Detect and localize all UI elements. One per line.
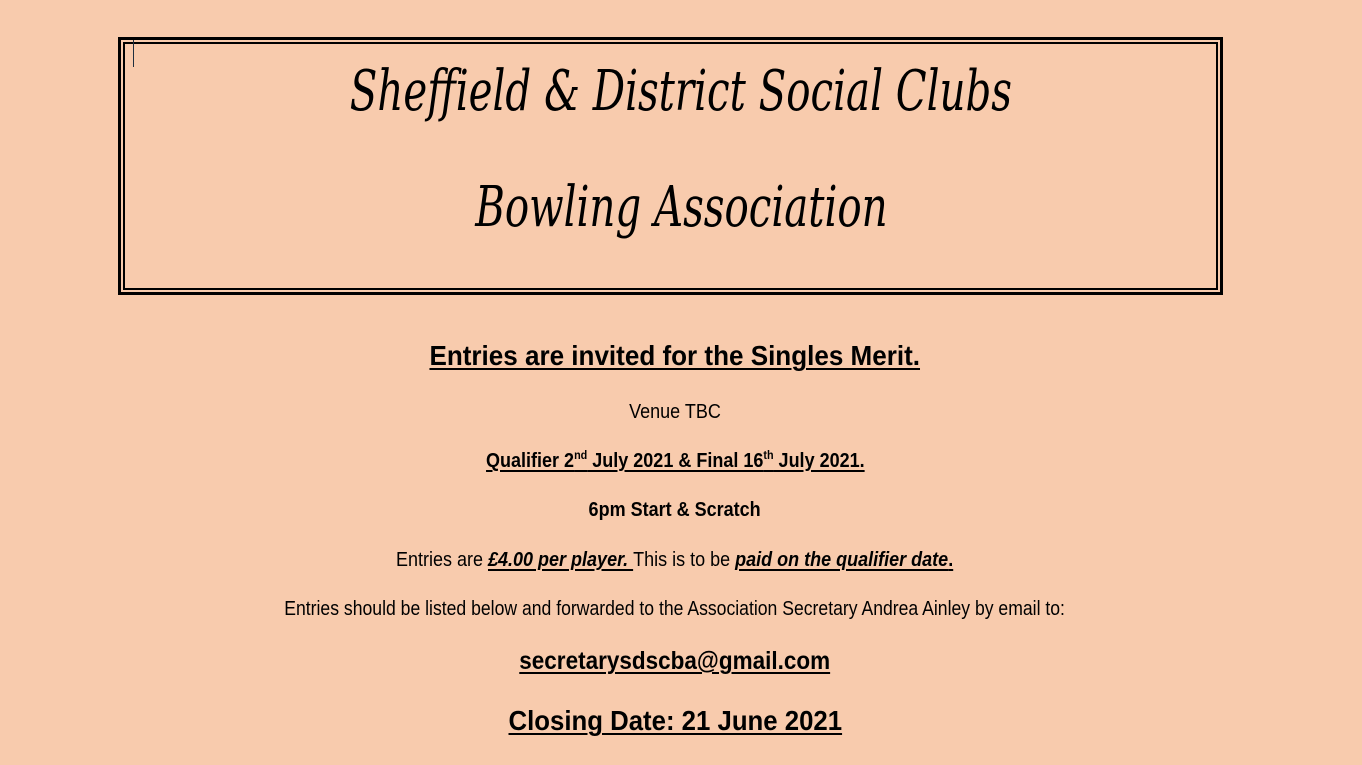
- closing-date-line: [0, 701, 1356, 741]
- title-line-2: [0, 168, 1362, 248]
- email-line: [0, 644, 1356, 678]
- qualifier-date: Qualifier 2: [485, 450, 574, 472]
- closing-date-text: Closing Date: 21 June 2021: [508, 705, 842, 736]
- dates-line: [0, 447, 1356, 475]
- dates-end: July 2021.: [773, 450, 865, 472]
- title-line-2-text: Bowling Association: [474, 175, 888, 240]
- fee-prefix: Entries are: [396, 549, 489, 571]
- start-text: 6pm Start & Scratch: [588, 499, 762, 521]
- final-date: July 2021 & Final 16: [586, 450, 764, 472]
- fee-amount: £4.00 per player.: [488, 549, 634, 571]
- title-line-1-text: Sheffield & District Social Clubs: [349, 59, 1013, 124]
- start-line: [0, 496, 1356, 524]
- title-line-1: [0, 52, 1362, 132]
- entries-heading: [0, 336, 1356, 376]
- dates-text: [486, 447, 865, 475]
- email-link[interactable]: secretarysdscba@gmail.com: [519, 647, 831, 675]
- fee-text: [396, 546, 953, 574]
- qualifier-ordinal: nd: [573, 448, 587, 462]
- forward-instructions: [0, 595, 1356, 623]
- final-ordinal: th: [763, 448, 774, 462]
- fee-period: .: [948, 549, 954, 571]
- forward-text: Entries should be listed below and forwarded to the Association Secretary Andrea Ainley by email to:: [284, 598, 1066, 620]
- fee-payment: paid on the qualifier date: [735, 549, 949, 571]
- fee-middle: This is to be: [633, 549, 736, 571]
- venue-text: Venue TBC: [629, 401, 721, 423]
- fee-line: [0, 546, 1356, 574]
- venue-line: [0, 398, 1356, 426]
- entries-heading-text: Entries are invited for the Singles Merit.: [429, 340, 921, 371]
